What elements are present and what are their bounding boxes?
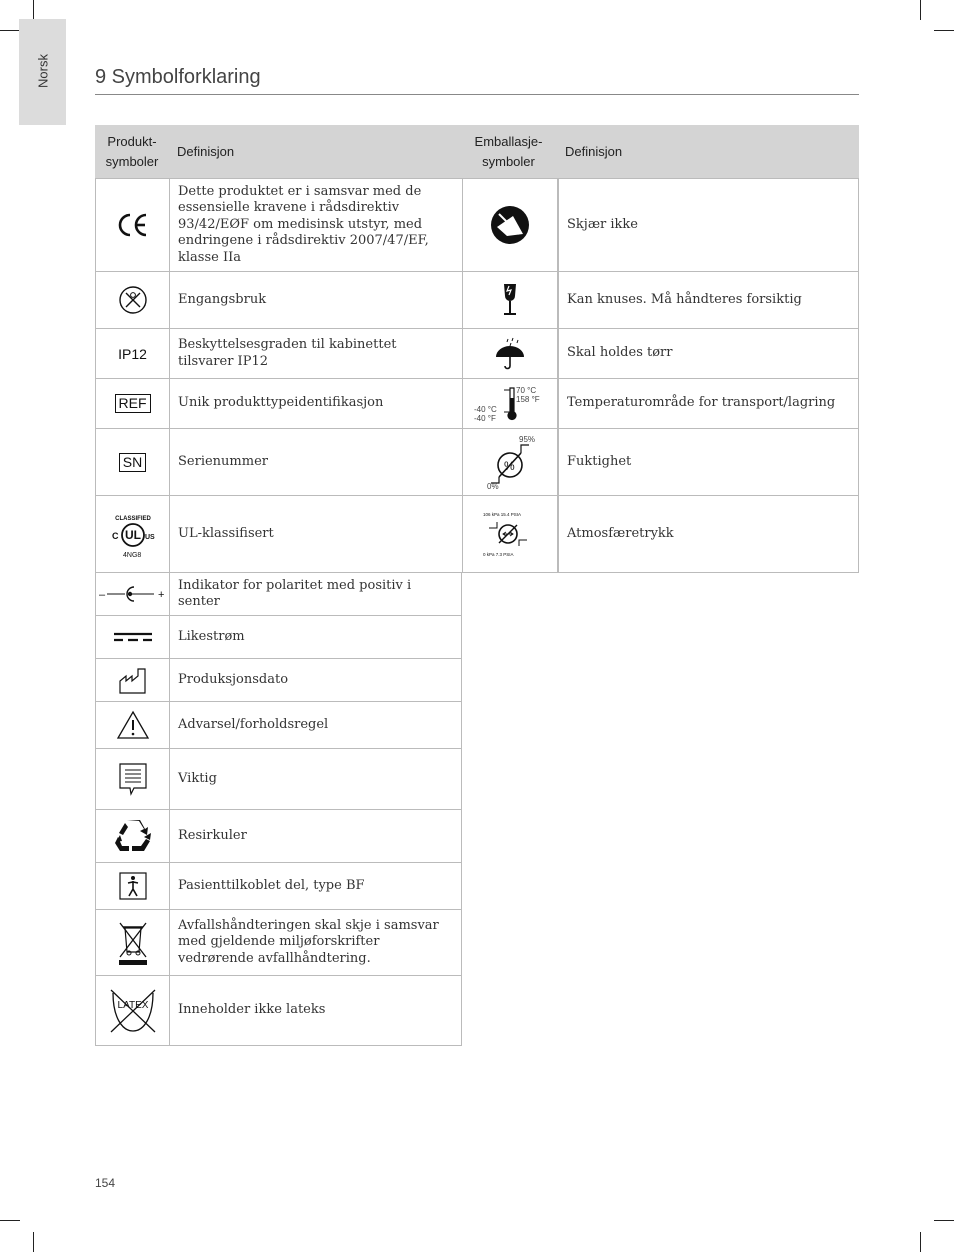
definition-text: Beskyttelsesgraden til kabinettet tilsvarer IP12 xyxy=(178,337,397,369)
ul-classified-label: CLASSIFIED xyxy=(114,516,151,522)
serial-number-icon xyxy=(96,429,170,495)
humidity-icon xyxy=(462,429,558,495)
table-row xyxy=(95,658,462,702)
latex-label: LATEX xyxy=(117,999,148,1011)
table-row xyxy=(95,748,462,810)
crop-mark xyxy=(934,30,954,31)
temp-low-c: -40 °C xyxy=(474,404,497,414)
polarity-minus: – xyxy=(98,589,105,601)
page-number: 154 xyxy=(95,1176,116,1190)
pressure-low: 0 kPa 7.3 PSIA xyxy=(483,552,514,557)
definition-text: Serienummer xyxy=(178,453,268,469)
humidity-low: 0% xyxy=(487,482,499,489)
table-row xyxy=(95,809,462,863)
definition-text: Viktig xyxy=(178,770,217,786)
definition-text: Atmosfæretrykk xyxy=(558,496,858,572)
do-not-cut-icon xyxy=(462,179,558,271)
table-row xyxy=(95,572,462,616)
definition-text: Advarsel/forholdsregel xyxy=(178,716,329,732)
svg-text:%: % xyxy=(504,459,515,473)
header-definition-left: Definisjon xyxy=(177,144,235,159)
definition-text: Dette produktet er i samsvar med de essensielle kravene i rådsdirektiv 93/42/EØF om medisinsk utstyr, med endringene i rådsdirektiv 2007/47/EF, klasse IIa xyxy=(178,183,429,265)
definition-text: Pasienttilkoblet del, type BF xyxy=(178,877,365,893)
crop-mark xyxy=(920,0,921,20)
definition-text: Avfallshåndteringen skal skje i samsvar med gjeldende miljøforskrifter vedrørende avfallhåndtering. xyxy=(178,917,439,966)
definition-text: Inneholder ikke lateks xyxy=(178,1002,326,1018)
crop-mark xyxy=(33,0,34,20)
ul-us-label: US xyxy=(144,534,155,541)
crop-mark xyxy=(33,1232,34,1252)
definition-text: Temperaturområde for transport/lagring xyxy=(558,379,858,428)
definition-text: Indikator for polaritet med positiv i senter xyxy=(178,577,412,609)
direct-current-icon xyxy=(96,616,170,658)
atmospheric-pressure-icon xyxy=(462,496,558,572)
table-row xyxy=(95,495,859,573)
recycle-icon xyxy=(96,810,170,862)
weee-icon xyxy=(96,910,170,975)
temperature-range-icon xyxy=(462,379,558,428)
table-row xyxy=(95,909,462,976)
ip12-icon xyxy=(96,329,170,378)
temp-low-f: -40 °F xyxy=(474,413,496,423)
ref-icon xyxy=(96,379,170,428)
language-tab xyxy=(19,19,66,125)
type-bf-icon xyxy=(96,863,170,909)
warning-icon xyxy=(96,702,170,748)
fragile-icon xyxy=(462,272,558,328)
ul-classified-icon xyxy=(96,496,170,572)
definition-text: Kan knuses. Må håndteres forsiktig xyxy=(558,272,858,328)
polarity-plus: + xyxy=(157,589,164,601)
header-packaging-symbols: Emballasje- symboler xyxy=(474,133,543,169)
temp-high-f: 158 °F xyxy=(516,394,540,404)
table-row xyxy=(95,328,859,379)
table-row xyxy=(95,975,462,1046)
important-note-icon xyxy=(96,749,170,809)
definition-text: Skjær ikke xyxy=(558,179,858,271)
definition-text: Unik produkttypeidentifikasjon xyxy=(178,395,384,411)
temp-high-c: 70 °C xyxy=(516,385,537,395)
pressure-high: 106 kPa 15.4 PSIA xyxy=(483,512,522,517)
definition-text: Resirkuler xyxy=(178,827,247,843)
table-row xyxy=(95,378,859,429)
header-definition-right: Definisjon xyxy=(565,144,623,159)
ul-code-label: 4NG8 xyxy=(122,552,141,559)
table-header xyxy=(95,125,859,178)
table-row xyxy=(95,271,859,329)
table-row xyxy=(95,701,462,749)
language-label: Norsk xyxy=(35,54,50,88)
definition-text: Engangsbruk xyxy=(178,291,267,307)
manufacture-date-icon xyxy=(96,659,170,701)
polarity-icon xyxy=(96,573,170,615)
crop-mark xyxy=(934,1220,954,1221)
definition-text: Produksjonsdato xyxy=(178,671,289,687)
ul-c-label: C xyxy=(111,531,118,541)
table-row xyxy=(95,178,859,272)
crop-mark xyxy=(920,1232,921,1252)
definition-text: Likestrøm xyxy=(178,628,245,644)
definition-text: Fuktighet xyxy=(558,429,858,495)
ip12-label: IP12 xyxy=(118,345,147,362)
definition-text: Skal holdes tørr xyxy=(558,329,858,378)
section-title: 9 Symbolforklaring xyxy=(95,66,261,88)
humidity-high: 95% xyxy=(519,435,535,444)
single-use-icon xyxy=(96,272,170,328)
latex-free-icon xyxy=(96,976,170,1045)
ref-label: REF xyxy=(115,394,151,413)
table-row xyxy=(95,615,462,659)
sn-label: SN xyxy=(119,453,146,472)
table-row xyxy=(95,862,462,910)
ul-text: UL xyxy=(124,528,141,542)
ce-mark-icon xyxy=(96,179,170,271)
definition-text: UL-klassifisert xyxy=(178,525,274,541)
crop-mark xyxy=(0,30,20,31)
keep-dry-icon xyxy=(462,329,558,378)
title-divider xyxy=(95,94,859,95)
header-product-symbols: Produkt- symboler xyxy=(105,133,159,169)
table-row xyxy=(95,428,859,496)
crop-mark xyxy=(0,1220,20,1221)
